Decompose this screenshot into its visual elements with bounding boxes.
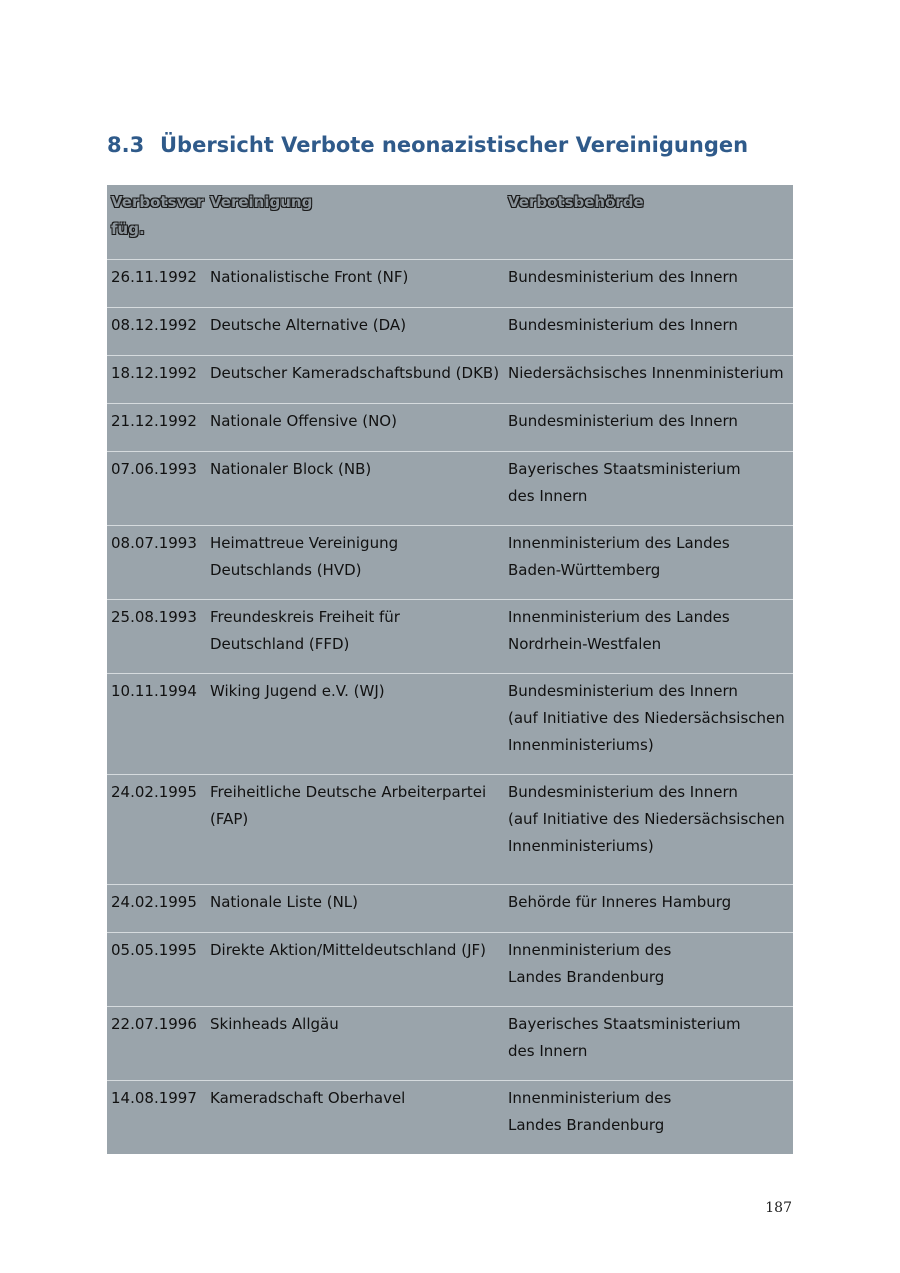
table-row xyxy=(107,307,793,355)
cell-authority-line: Bundesministerium des Innern xyxy=(508,267,738,286)
cell-authority-line: Bundesministerium des Innern xyxy=(508,411,738,430)
cell-authority-line: (auf Initiative des Niedersächsischen xyxy=(508,809,785,828)
page-number: 187 xyxy=(765,1200,792,1216)
cell-authority-line: Bundesministerium des Innern xyxy=(508,681,738,700)
table-row xyxy=(107,525,793,599)
cell-organization-line: (FAP) xyxy=(210,809,249,828)
cell-authority xyxy=(504,884,793,932)
cell-authority-line: Bayerisches Staatsministerium xyxy=(508,459,741,478)
cell-authority-line: (auf Initiative des Niedersächsischen xyxy=(508,708,785,727)
table-row xyxy=(107,932,793,1006)
cell-organization-line: Heimattreue Vereinigung xyxy=(210,533,399,552)
cell-authority-line: Nordrhein-Westfalen xyxy=(508,634,662,653)
cell-authority-line: Bayerisches Staatsministerium xyxy=(508,1014,741,1033)
cell-authority-line: Bundesministerium des Innern xyxy=(508,315,738,334)
cell-authority xyxy=(504,403,793,451)
cell-organization xyxy=(206,355,504,403)
cell-date: 25.08.1993 xyxy=(111,607,197,626)
cell-organization-line: Direkte Aktion/Mitteldeutschland (JF) xyxy=(210,940,486,959)
cell-organization xyxy=(206,932,504,1006)
cell-authority xyxy=(504,525,793,599)
table-row xyxy=(107,673,793,774)
cell-authority xyxy=(504,599,793,673)
cell-date: 18.12.1992 xyxy=(111,363,197,382)
cell-authority-line: Landes Brandenburg xyxy=(508,967,665,986)
table-row xyxy=(107,355,793,403)
cell-authority xyxy=(504,355,793,403)
cell-organization-line: Nationale Liste (NL) xyxy=(210,892,359,911)
cell-organization-line: Deutscher Kameradschaftsbund (DKB) xyxy=(210,363,500,382)
cell-authority-line: Landes Brandenburg xyxy=(508,1115,665,1134)
cell-organization-line: Freiheitliche Deutsche Arbeiterpartei xyxy=(210,782,487,801)
cell-authority-line: Innenministeriums) xyxy=(508,735,654,754)
cell-organization xyxy=(206,1080,504,1154)
cell-date: 24.02.1995 xyxy=(111,782,197,801)
section-number: 8.3 xyxy=(107,133,145,157)
section-heading xyxy=(107,133,748,157)
cell-authority xyxy=(504,932,793,1006)
table-row xyxy=(107,599,793,673)
cell-organization-line: Kameradschaft Oberhavel xyxy=(210,1088,406,1107)
cell-organization-line: Nationale Offensive (NO) xyxy=(210,411,397,430)
cell-authority-line: Niedersächsisches Innenministerium xyxy=(508,363,784,382)
cell-organization-line: Deutschlands (HVD) xyxy=(210,560,362,579)
cell-authority-line: des Innern xyxy=(508,486,588,505)
cell-date: 26.11.1992 xyxy=(111,267,197,286)
cell-organization xyxy=(206,774,504,884)
cell-organization-line: Skinheads Allgäu xyxy=(210,1014,339,1033)
cell-organization xyxy=(206,259,504,307)
cell-authority-line: Innenministerium des xyxy=(508,940,672,959)
table-row xyxy=(107,259,793,307)
table-body xyxy=(107,259,793,1154)
cell-authority-line: Innenministerium des Landes xyxy=(508,533,730,552)
cell-organization xyxy=(206,307,504,355)
cell-date: 10.11.1994 xyxy=(111,681,197,700)
header-date: Verbotsverfüg. xyxy=(111,193,204,238)
table-row xyxy=(107,1080,793,1154)
cell-date: 21.12.1992 xyxy=(111,411,197,430)
cell-date: 05.05.1995 xyxy=(111,940,197,959)
prohibitions-table xyxy=(107,185,793,1154)
cell-date: 08.12.1992 xyxy=(111,315,197,334)
cell-organization-line: Freundeskreis Freiheit für xyxy=(210,607,400,626)
cell-date: 24.02.1995 xyxy=(111,892,197,911)
cell-organization xyxy=(206,673,504,774)
header-authority: Verbotsbehörde xyxy=(508,193,644,211)
cell-organization-line: Nationaler Block (NB) xyxy=(210,459,372,478)
cell-authority-line: Innenministeriums) xyxy=(508,836,654,855)
cell-authority-line: Baden-Württemberg xyxy=(508,560,661,579)
cell-date: 22.07.1996 xyxy=(111,1014,197,1033)
cell-authority xyxy=(504,774,793,884)
table-row xyxy=(107,1006,793,1080)
cell-authority xyxy=(504,1080,793,1154)
table-row xyxy=(107,451,793,525)
cell-organization xyxy=(206,525,504,599)
cell-authority xyxy=(504,307,793,355)
cell-organization xyxy=(206,599,504,673)
cell-organization xyxy=(206,403,504,451)
table-row xyxy=(107,774,793,884)
cell-authority xyxy=(504,451,793,525)
cell-authority-line: des Innern xyxy=(508,1041,588,1060)
cell-date: 07.06.1993 xyxy=(111,459,197,478)
table-row xyxy=(107,884,793,932)
cell-authority-line: Innenministerium des xyxy=(508,1088,672,1107)
cell-organization xyxy=(206,451,504,525)
cell-date: 14.08.1997 xyxy=(111,1088,197,1107)
cell-authority-line: Innenministerium des Landes xyxy=(508,607,730,626)
cell-authority-line: Bundesministerium des Innern xyxy=(508,782,738,801)
table-row xyxy=(107,403,793,451)
table-header-row xyxy=(107,185,793,259)
cell-organization xyxy=(206,1006,504,1080)
cell-authority xyxy=(504,259,793,307)
cell-authority xyxy=(504,1006,793,1080)
header-organization: Vereinigung xyxy=(210,193,313,211)
cell-organization-line: Nationalistische Front (NF) xyxy=(210,267,409,286)
cell-organization-line: Deutsche Alternative (DA) xyxy=(210,315,407,334)
cell-authority xyxy=(504,673,793,774)
cell-organization-line: Deutschland (FFD) xyxy=(210,634,350,653)
cell-authority-line: Behörde für Inneres Hamburg xyxy=(508,892,732,911)
cell-date: 08.07.1993 xyxy=(111,533,197,552)
cell-organization xyxy=(206,884,504,932)
section-title: Übersicht Verbote neonazistischer Vereinigungen xyxy=(160,133,749,157)
cell-organization-line: Wiking Jugend e.V. (WJ) xyxy=(210,681,385,700)
